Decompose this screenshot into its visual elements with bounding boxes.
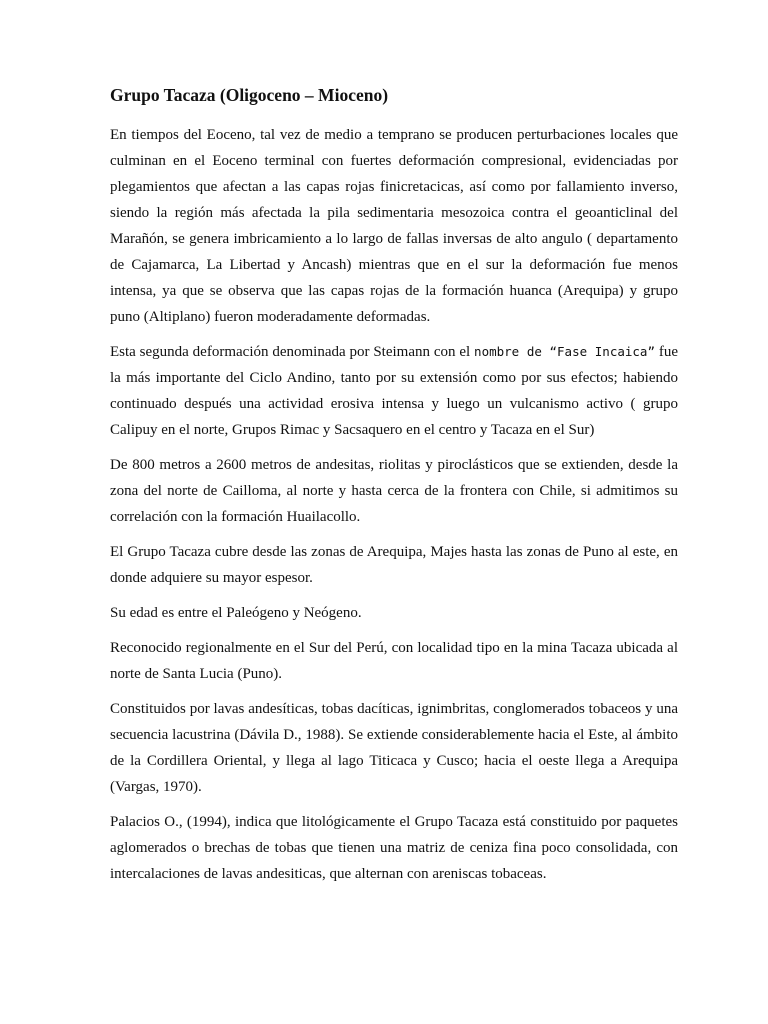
paragraph-constitucion: Constituidos por lavas andesíticas, tobas dacíticas, ignimbritas, conglomerados tobaceos y una secuencia lacustrina (Dávila D., 1988). Se extiende considerablemente hacia el Este, al ámbito de la Cordillera Oriental, y llega al lago Titicaca y Cusco; hacia el oeste llega a Arequipa (Vargas, 1970). [110, 701, 678, 795]
paragraph-espesor: De 800 metros a 2600 metros de andesitas, riolitas y piroclásticos que se extienden, desde la zona del norte de Cailloma, al norte y hasta cerca de la frontera con Chile, si admitimos su correlación con la formación Huailacollo. [110, 457, 678, 525]
paragraph-eoceno: En tiempos del Eoceno, tal vez de medio a temprano se producen perturbaciones locales que culminan en el Eoceno terminal con fuertes deformación compresional, evidenciadas por plegamientos que afectan a las capas rojas finicretacicas, así como por fallamiento inverso, siendo la región más afectada la pila sedimentaria mesozoica contra el geoanticlinal del Marañón, se genera imbricamiento a lo largo de fallas inversas de alto angulo ( departamento de Cajamarca, La Libertad y Ancash) mientras que en el sur la deformación fue menos intensa, ya que se observa que las capas rojas de la formación huanca (Arequipa) y grupo puno (Altiplano) fueron moderadamente deformadas. [110, 127, 678, 325]
paragraph-palacios: Palacios O., (1994), indica que litológicamente el Grupo Tacaza está constituido por paquetes aglomerados o brechas de tobas que tienen una matriz de ceniza fina poco consolidada, con intercalaciones de lavas andesiticas, que alternan con areniscas tobaceas. [110, 814, 678, 882]
paragraph-edad: Su edad es entre el Paleógeno y Neógeno. [110, 605, 362, 621]
paragraph-localidad: Reconocido regionalmente en el Sur del Perú, con localidad tipo en la mina Tacaza ubicada al norte de Santa Lucia (Puno). [110, 640, 678, 682]
document-title: Grupo Tacaza (Oligoceno – Mioceno) [110, 85, 389, 105]
paragraph-cobertura: El Grupo Tacaza cubre desde las zonas de Arequipa, Majes hasta las zonas de Puno al este, en donde adquiere su mayor espesor. [110, 544, 678, 586]
paragraph-fase-incaica-start: Esta segunda deformación denominada por Steimann con el [110, 344, 475, 360]
paragraph-fase-incaica-end: fue la más importante del Ciclo Andino, tanto por su extensión como por sus efectos; habiendo continuado después una actividad erosiva intensa y luego un vulcanismo activo ( grupo Calipuy en el norte, Grupos Rimac y Sacsaquero en el centro y Tacaza en el Sur) [110, 344, 678, 438]
paragraph-fase-incaica-mono: nombre de “Fase Incaica” [474, 344, 655, 359]
document-page [110, 82, 678, 896]
paragraph-fase-incaica [110, 339, 678, 443]
